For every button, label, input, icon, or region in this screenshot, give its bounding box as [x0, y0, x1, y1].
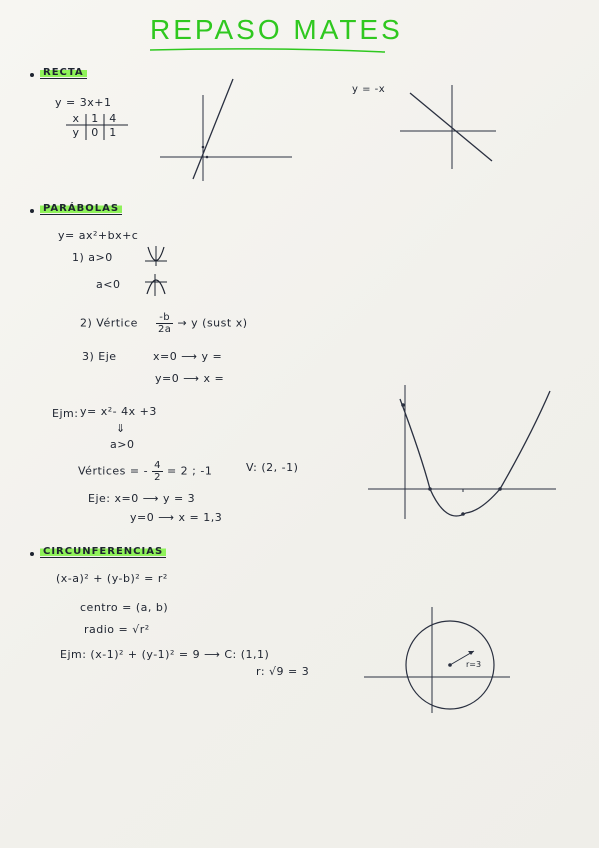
example-condition: a>0 [110, 438, 135, 451]
table-cell: 1 [91, 112, 99, 125]
eje-y0-result: y=0 ⟶ x = 1,3 [130, 511, 223, 524]
parabola-down-icon [143, 272, 169, 296]
circle-graph [362, 605, 512, 715]
vertex-formula [80, 312, 248, 335]
parabola-up-icon [143, 244, 169, 266]
second-line-equation: y = -x [352, 84, 386, 95]
section-heading-recta: RECTA [40, 67, 87, 79]
case-a-negative: a<0 [96, 278, 121, 291]
example-equation: y= x²- 4x +3 [80, 405, 157, 418]
axis-x0-rule: x=0 ⟶ y = [153, 350, 223, 363]
vertex-substitution: → y (sust x) [177, 316, 248, 330]
line-graph-3x-plus-1 [155, 75, 295, 185]
vertex-result: V: (2, -1) [246, 461, 299, 474]
table-cell: 4 [109, 112, 117, 125]
vertex-calc-fraction [152, 460, 163, 483]
circle-radius: radio = √r² [84, 623, 150, 636]
title-underline [150, 48, 390, 54]
vertex-calc-rest: = 2 ; -1 [166, 464, 213, 478]
recta-equation: y = 3x+1 [55, 96, 112, 109]
fraction-denominator: 2a [157, 324, 172, 335]
circle-equation: (x-a)² + (y-b)² = r² [56, 572, 168, 585]
case-a-positive: 1) a>0 [72, 251, 113, 264]
implies-arrow: ⇓ [116, 422, 126, 435]
vertex-calculation [78, 460, 212, 483]
circle-radius-label: r=3 [466, 660, 482, 669]
eje-x0-result: Eje: x=0 ⟶ y = 3 [88, 492, 196, 505]
section-bullet [30, 73, 34, 77]
value-table [66, 112, 128, 140]
axis-y0-rule: y=0 ⟶ x = [155, 372, 225, 385]
section-bullet [30, 209, 34, 213]
section-heading-circunferencias: CIRCUNFERENCIAS [40, 546, 166, 558]
vertex-calc-label: Vértices = - [78, 464, 149, 478]
page-title: REPASO MATES [150, 14, 403, 45]
axis-label: 3) Eje [82, 350, 117, 363]
table-cell: x [72, 112, 80, 125]
table-cell: 1 [109, 126, 117, 139]
circle-radius-result: r: √9 = 3 [256, 665, 310, 678]
section-heading-parabolas: PARÁBOLAS [40, 203, 122, 215]
fraction-numerator: -b [156, 312, 174, 324]
parabola-general-equation: y= ax²+bx+c [58, 229, 139, 242]
parabola-graph [366, 385, 558, 525]
table-cell: y [72, 126, 80, 139]
table-cell: 0 [91, 126, 99, 139]
vertex-fraction [156, 312, 174, 335]
fraction-denominator: 2 [154, 472, 161, 483]
vertex-label: 2) Vértice [80, 316, 138, 330]
fraction-numerator: 4 [154, 460, 161, 471]
section-bullet [30, 552, 34, 556]
example-label: Ejm: [52, 407, 79, 420]
line-graph-minus-x [400, 85, 500, 170]
circle-example: Ejm: (x-1)² + (y-1)² = 9 ⟶ C: (1,1) [60, 648, 270, 661]
circle-centre: centro = (a, b) [80, 601, 169, 614]
